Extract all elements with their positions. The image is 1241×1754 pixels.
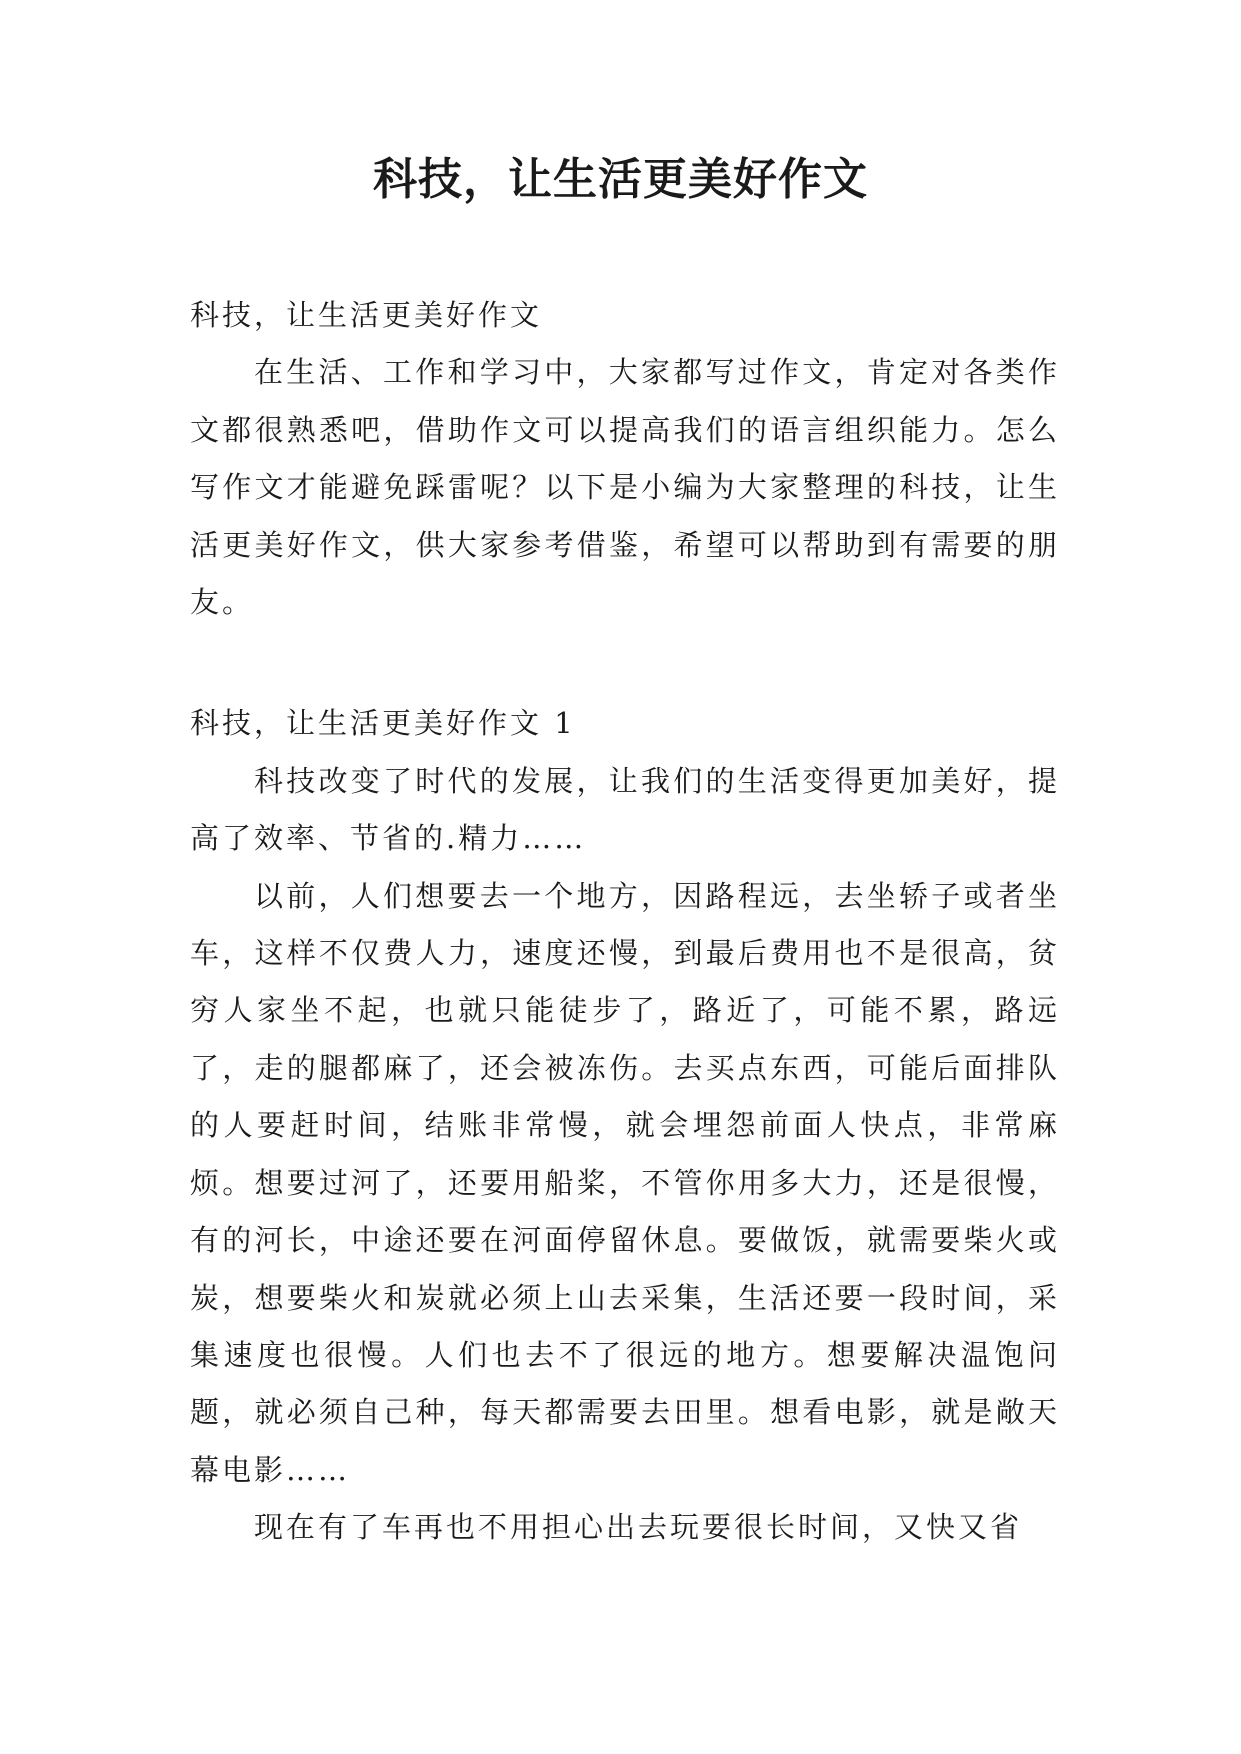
section-heading: 科技，让生活更美好作文 1: [190, 706, 576, 741]
section-gap: [190, 631, 1060, 695]
body-paragraph: 以前，人们想要去一个地方，因路程远，去坐轿子或者坐车，这样不仅费人力，速度还慢，到最后费用也不是很高，贫穷人家坐不起，也就只能徒步了，路近了，可能不累，路远了，走的腿都麻了，还会被冻伤。去买点东西，可能后面排队的人要赶时间，结账非常慢，就会埋怨前面人快点，非常麻烦。想要过河了，还要用船桨，不管你用多大力，还是很慢，有的河长，中途还要在河面停留休息。要做饭，就需要柴火或炭，想要柴火和炭就必须上山去采集，生活还要一段时间，采集速度也很慢。人们也去不了很远的地方。想要解决温饱问题，就必须自己种，每天都需要去田里。想看电影，就是敞天幕电影……: [190, 878, 1060, 1487]
document-title: 科技，让生活更美好作文: [373, 154, 868, 205]
body-paragraph: 科技改变了时代的发展，让我们的生活变得更加美好，提高了效率、节省的.精力……: [190, 763, 1060, 856]
intro-paragraph: 在生活、工作和学习中，大家都写过作文，肯定对各类作文都很熟悉吧，借助作文可以提高我们的语言组织能力。怎么写作文才能避免踩雷呢？以下是小编为大家整理的科技，让生活更美好作文，供大家参考借鉴，希望可以帮助到有需要的朋友。: [190, 355, 1060, 620]
body-paragraph: 现在有了车再也不用担心出去玩要很长时间，又快又省: [254, 1510, 1023, 1545]
document-body: [190, 287, 1060, 1557]
document-subtitle: 科技，让生活更美好作文: [190, 298, 543, 332]
